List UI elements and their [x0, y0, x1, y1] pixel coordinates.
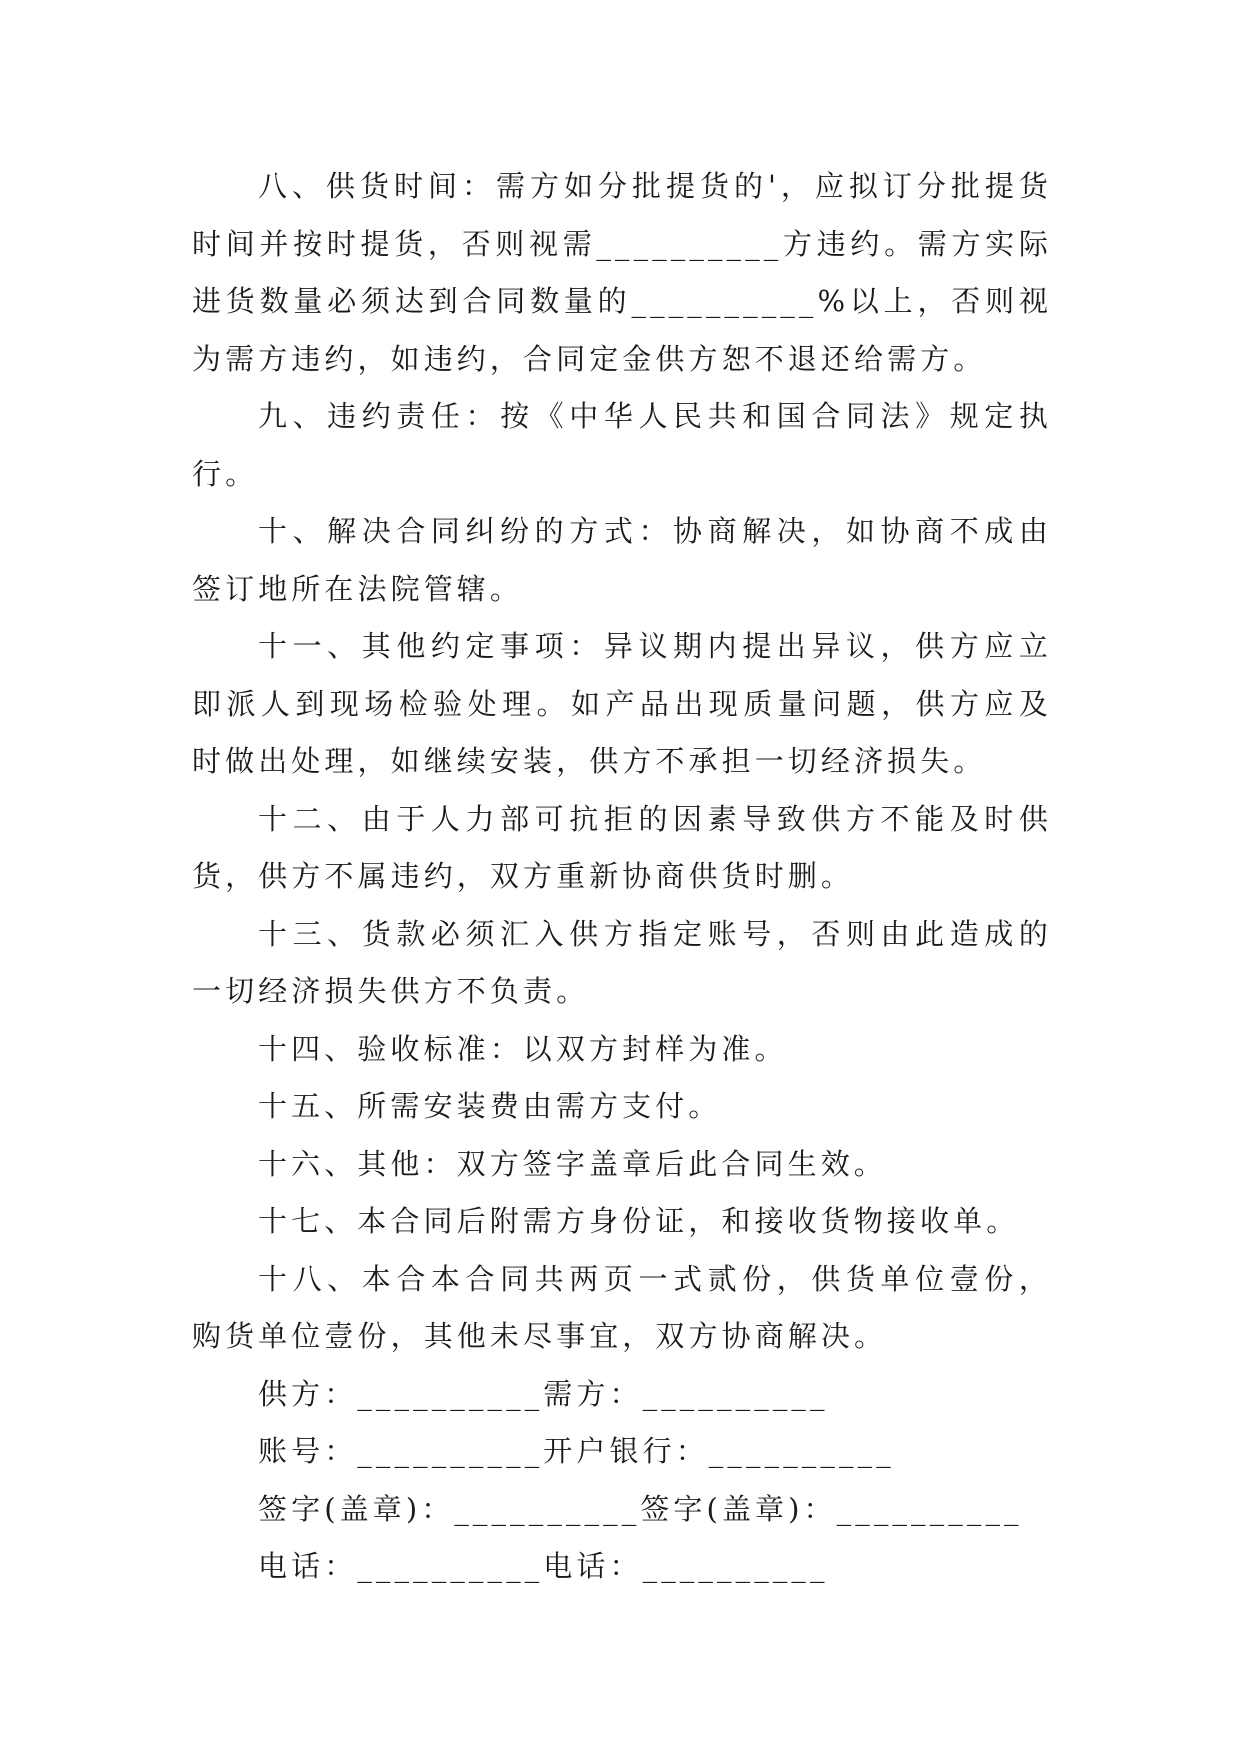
- clause-8-delivery-time: 八、供货时间：需方如分批提货的'，应拟订分批提货时间并按时提货，否则视需__________方违约。需方实际进货数量必须达到合同数量的__________%以上，否则视为需方违约，如违约，合同定金供方恕不退还给需方。: [192, 169, 1052, 376]
- clause-15-installation-fee: 十五、所需安装费由需方支付。: [258, 1089, 722, 1123]
- clause-14-acceptance-standard: 十四、验收标准：以双方封样为准。: [258, 1031, 788, 1066]
- signature-line-signature-seal: 签字(盖章)：__________签字(盖章)：__________: [258, 1491, 1023, 1526]
- clause-9-liability: 九、违约责任：按《中华人民共和国合同法》规定执行。: [192, 399, 1052, 491]
- clause-18-copies: 十八、本合本合同共两页一式贰份，供货单位壹份，购货单位壹份，其他未尽事宜，双方协商解决。: [192, 1261, 1052, 1353]
- clause-10-dispute-resolution: 十、解决合同纠纷的方式：协商解决，如协商不成由签订地所在法院管辖。: [192, 514, 1052, 606]
- signature-line-phone: 电话：__________电话：__________: [258, 1549, 829, 1583]
- signature-line-account-bank: 账号：__________开户银行：__________: [258, 1434, 895, 1468]
- clause-12-force-majeure: 十二、由于人力部可抗拒的因素导致供方不能及时供货，供方不属违约，双方重新协商供货时删。: [192, 801, 1052, 893]
- clause-17-attachments: 十七、本合同后附需方身份证，和接收货物接收单。: [258, 1204, 1020, 1238]
- signature-line-parties: 供方：__________需方：__________: [258, 1376, 829, 1411]
- clause-11-other-agreements: 十一、其他约定事项：异议期内提出异议，供方应立即派人到现场检验处理。如产品出现质量问题，供方应及时做出处理，如继续安装，供方不承担一切经济损失。: [192, 629, 1052, 778]
- contract-body: [192, 158, 1052, 1596]
- clause-13-payment-account: 十三、货款必须汇入供方指定账号，否则由此造成的一切经济损失供方不负责。: [192, 916, 1052, 1008]
- clause-16-effectiveness: 十六、其他：双方签字盖章后此合同生效。: [258, 1146, 887, 1181]
